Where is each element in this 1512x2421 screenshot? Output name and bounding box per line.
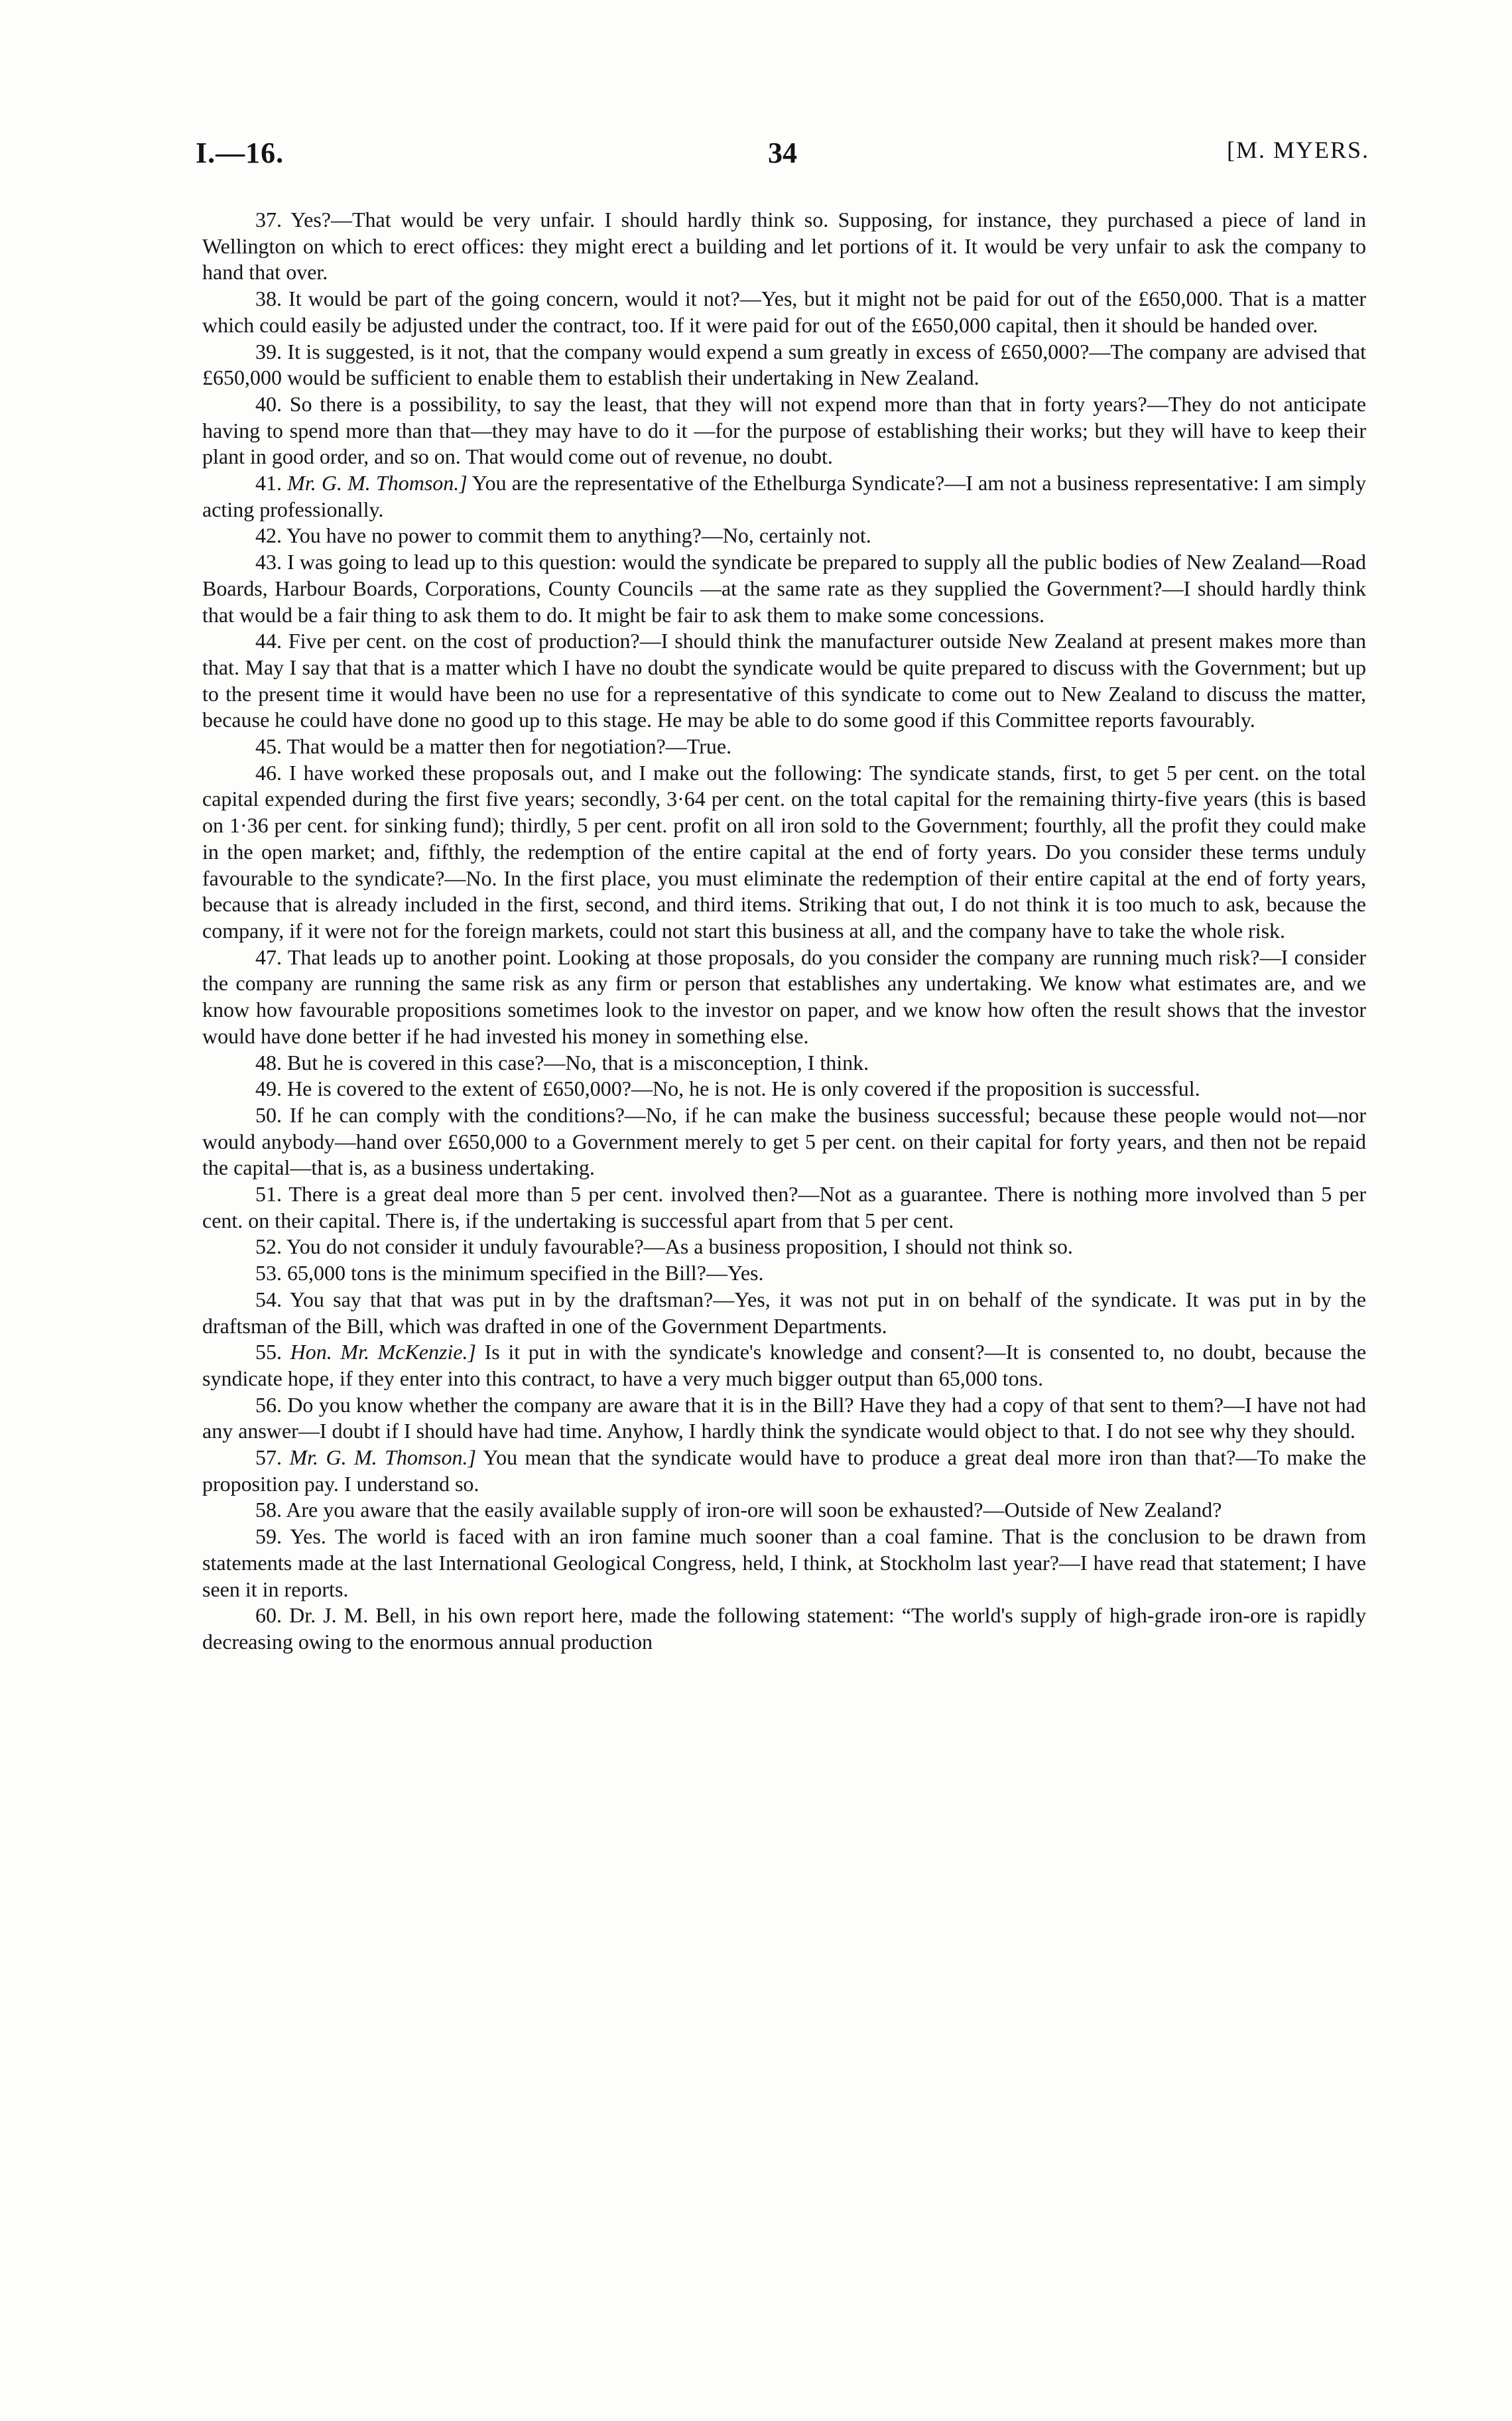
paragraph-57 xyxy=(202,1445,1366,1497)
paragraph-48: 48. But he is covered in this case?—No, that is a misconception, I think. xyxy=(255,1050,869,1075)
paragraph-53: 53. 65,000 tons is the minimum specified in the Bill?—Yes. xyxy=(255,1261,764,1285)
paragraph-body: You mean that the syndicate would have to produce a great deal more iron than that?—To make the proposition pay. I understand so. xyxy=(202,1445,1367,1496)
paragraph-39: 39. It is suggested, is it not, that the company would expend a sum greatly in excess of £650,000?—The company are advised that £650,000 would be sufficient to enable them to establish their undertaking in New Zealand. xyxy=(202,339,1366,390)
witness-name: [M. MYERS. xyxy=(1226,137,1369,163)
paragraph-56: 56. Do you know whether the company are aware that it is in the Bill? Have they had a copy of that sent to them?—I have not had any answer—I doubt if I should have had time. Anyhow, I hardly think the syndicate would object to that. I do not see why they should. xyxy=(202,1392,1366,1443)
paper-reference: I.—16. xyxy=(196,137,284,169)
page-number: 34 xyxy=(768,137,797,169)
paragraph-43: 43. I was going to lead up to this question: would the syndicate be prepared to supply all the public bodies of New Zealand—Road Boards, Harbour Boards, Corporations, County Councils —at the same rate as they supplied the Government?—I should hardly think that would be a fair thing to ask them to do. It might be fair to ask them to make some concessions. xyxy=(202,550,1366,627)
speaker-name: Mr. G. M. Thomson.] xyxy=(287,471,468,495)
paragraph-42: 42. You have no power to commit them to anything?—No, certainly not. xyxy=(255,523,871,548)
evidence-text xyxy=(202,207,1366,1656)
paragraph-60: 60. Dr. J. M. Bell, in his own report here, made the following statement: “The world's supply of high-grade iron-ore is rapidly decreasing owing to the enormous annual production xyxy=(202,1603,1366,1654)
paragraph-58: 58. Are you aware that the easily available supply of iron-ore will soon be exhausted?—Outside of New Zealand? xyxy=(255,1498,1222,1522)
paragraph-52: 52. You do not consider it unduly favourable?—As a business proposition, I should not think so. xyxy=(255,1234,1073,1259)
paragraph-40: 40. So there is a possibility, to say the least, that they will not expend more than that in forty years?—They do not anticipate having to spend more than that—they may have to do it —for the purpose of establishing their works; but they will have to keep their plant in good order, and so on. That would come out of revenue, no doubt. xyxy=(202,391,1366,469)
paragraph-49: 49. He is covered to the extent of £650,000?—No, he is not. He is only covered if the proposition is successful. xyxy=(255,1077,1200,1101)
paragraph-44: 44. Five per cent. on the cost of production?—I should think the manufacturer outside New Zealand at present makes more than that. May I say that that is a matter which I have no doubt the syndicate would be quite prepared to discuss with the Government; but up to the present time it would have been no use for a representative of this syndicate to come out to New Zealand to discuss the matter, because he could have done no good up to this stage. He may be able to do some good if this Committee reports favourably. xyxy=(202,629,1366,732)
paragraph-54: 54. You say that that was put in by the draftsman?—Yes, it was not put in on behalf of the syndicate. It was put in by the draftsman of the Bill, which was drafted in one of the Government Departments. xyxy=(202,1287,1366,1338)
paragraph-50: 50. If he can comply with the conditions?—No, if he can make the business successful; because these people would not—nor would anybody—hand over £650,000 to a Government merely to get 5 per cent. on their capital for forty years, and then not be repaid the capital—that is, as a business undertaking. xyxy=(202,1102,1366,1180)
paragraph-38: 38. It would be part of the going concern, would it not?—Yes, but it might not be paid for out of the £650,000. That is a matter which could easily be adjusted under the contract, too. If it were paid for out of the £650,000 capital, then it should be handed over. xyxy=(202,287,1366,337)
paragraph-number: 41. xyxy=(255,471,282,495)
paragraph-number: 55. xyxy=(255,1340,282,1364)
speaker-name: Hon. Mr. McKenzie.] xyxy=(290,1340,476,1364)
paragraph-body: Is it put in with the syndicate's knowledge and consent?—It is consented to, no doubt, because the syndicate hope, if they enter into this contract, to have a very much bigger output than 65,000 tons. xyxy=(202,1340,1367,1390)
speaker-name: Mr. G. M. Thomson.] xyxy=(289,1445,476,1470)
paragraph-55 xyxy=(202,1339,1366,1392)
paragraph-body: You are the representative of the Ethelburga Syndicate?—I am not a business representative: I am simply acting professionally. xyxy=(202,471,1367,521)
paragraph-37: 37. Yes?—That would be very unfair. I should hardly think so. Supposing, for instance, they purchased a piece of land in Wellington on which to erect offices: they might erect a building and let portions of it. It would be very unfair to ask the company to hand that over. xyxy=(202,208,1366,285)
page-header xyxy=(196,136,1369,182)
paragraph-59: 59. Yes. The world is faced with an iron famine much sooner than a coal famine. That is the conclusion to be drawn from statements made at the last International Geological Congress, held, I think, at Stockholm last year?—I have read that statement; I have seen it in reports. xyxy=(202,1524,1366,1601)
paragraph-41 xyxy=(202,470,1366,523)
paragraph-46: 46. I have worked these proposals out, and I make out the following: The syndicate stands, first, to get 5 per cent. on the total capital expended during the first five years; secondly, 3·64 per cent. on the total capital for the remaining thirty-five years (this is based on 1·36 per cent. for sinking fund); thirdly, 5 per cent. profit on all iron sold to the Government; fourthly, all the profit they could make in the open market; and, fifthly, the redemption of the entire capital at the end of forty years. Do you consider these terms unduly favourable to the syndicate?—No. In the first place, you must eliminate the redemption of their entire capital at the end of forty years, because that is already included in the first, second, and third items. Striking that out, I do not think it is too much to ask, because the company, if it were not for the foreign markets, could not start this business at all, and the company have to take the whole risk. xyxy=(202,760,1366,943)
paragraph-45: 45. That would be a matter then for negotiation?—True. xyxy=(255,734,732,759)
paragraph-47: 47. That leads up to another point. Looking at those proposals, do you consider the company are running much risk?—I consider the company are running the same risk as any firm or person that establishes any undertaking. We know what estimates are, and we know how favourable propositions sometimes look to the investor on paper, and we know how often the result shows that the investor would have done better if he had invested his money in something else. xyxy=(202,945,1366,1048)
paragraph-51: 51. There is a great deal more than 5 per cent. involved then?—Not as a guarantee. There is nothing more involved than 5 per cent. on their capital. There is, if the undertaking is successful apart from that 5 per cent. xyxy=(202,1182,1366,1232)
paragraph-number: 57. xyxy=(255,1445,282,1470)
